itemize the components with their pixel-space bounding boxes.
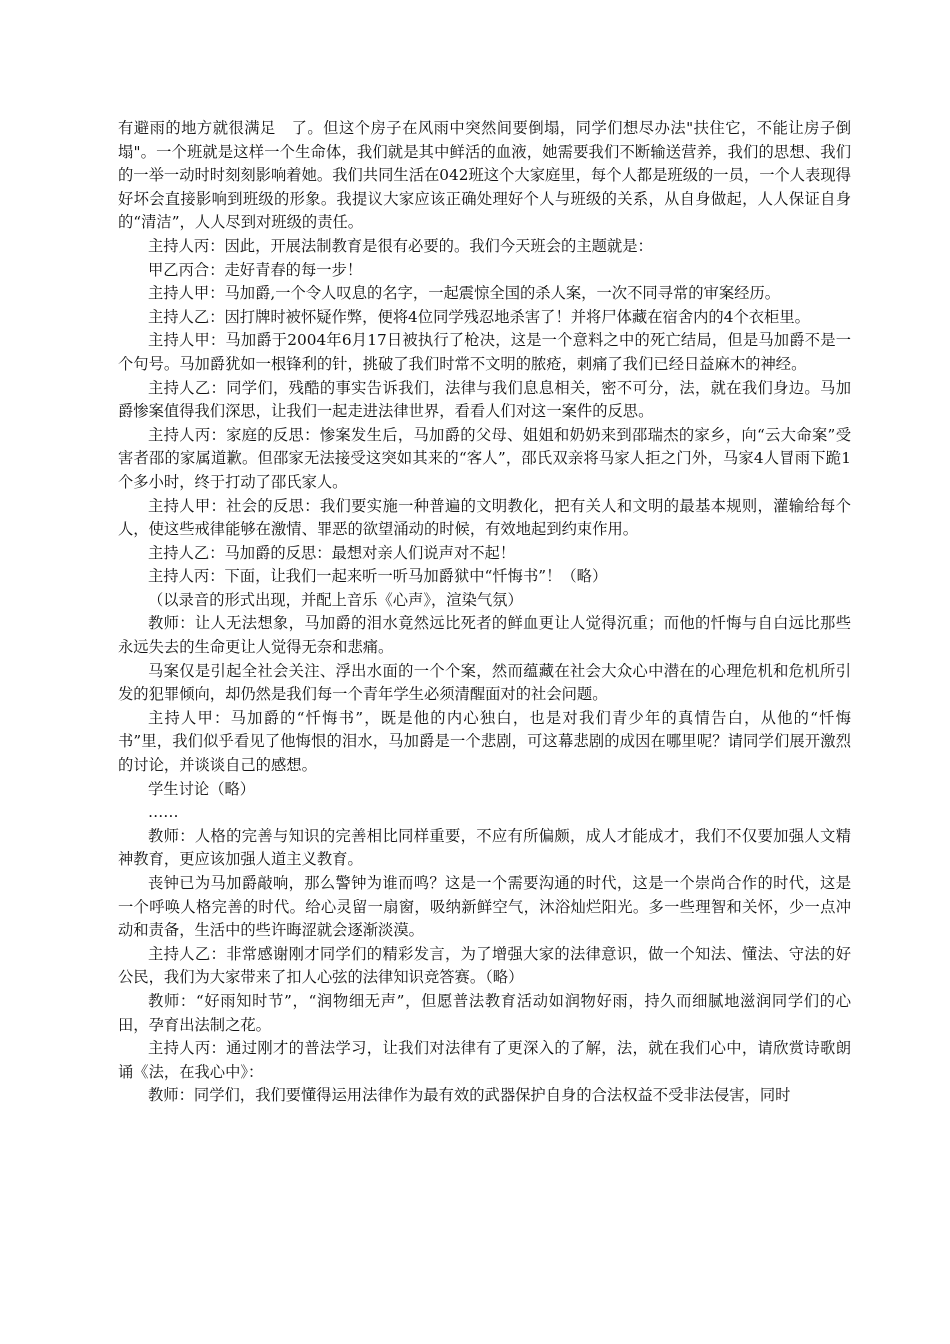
paragraph-20: 主持人乙：非常感谢刚才同学们的精彩发言，为了增强大家的法律意识，做一个知法、懂法、守法的好公民，我们为大家带来了扣人心弦的法律知识竞答赛。（略） [118,944,851,987]
paragraph-1: 有避雨的地方就很满足 了。但这个房子在风雨中突然间要倒塌，同学们想尽办法"扶住它，不能让房子倒塌"。一个班就是这样一个生命体，我们就是其中鲜活的血液，她需要我们不断输送营养，我们的思想、我们的一举一动时时刻刻影响着她。我们共同生活在042班这个大家庭里，每个人都是班级的一员，一个人表现得好坏会直接影响到班级的形象。我提议大家应该正确处理好个人与班级的关系，从自身做起，人人保证自身的“清洁”，人人尽到对班级的责任。 [118,119,851,232]
paragraph-8: 主持人丙：家庭的反思：惨案发生后，马加爵的父母、姐姐和奶奶来到邵瑞杰的家乡，向“云大命案”受害者邵的家属道歉。但邵家无法接受这突如其来的“客人”，邵氏双亲将马家人拒之门外，马家4人冒雨下跪1个多小时，终于打动了邵氏家人。 [118,425,851,491]
paragraph-19: 丧钟已为马加爵敲响，那么警钟为谁而鸣？这是一个需要沟通的时代，这是一个崇尚合作的时代，这是一个呼唤人格完善的时代。给心灵留一扇窗，吸纳新鲜空气，沐浴灿烂阳光。多一些理智和关怀，少一点冲动和责备，生活中的些许晦涩就会逐渐淡漠。 [118,874,851,940]
paragraph-21: 教师：“好雨知时节”，“润物细无声”，但愿普法教育活动如润物好雨，持久而细腻地滋润同学们的心田，孕育出法制之花。 [118,991,851,1034]
paragraph-7: 主持人乙：同学们，残酷的事实告诉我们，法律与我们息息相关，密不可分，法，就在我们身边。马加爵惨案值得我们深思，让我们一起走进法律世界，看看人们对这一案件的反思。 [118,378,851,421]
paragraph-11: 主持人丙：下面，让我们一起来听一听马加爵狱中“忏悔书”！（略） [148,567,608,586]
paragraph-18: 教师：人格的完善与知识的完善相比同样重要，不应有所偏颇，成人才能成才，我们不仅要加强人文精神教育，更应该加强人道主义教育。 [118,826,851,869]
paragraph-4: 主持人甲：马加爵,一个令人叹息的名字，一起震惊全国的杀人案，一次不同寻常的审案经历。 [148,284,781,303]
paragraph-23: 教师：同学们，我们要懂得运用法律作为最有效的武器保护自身的合法权益不受非法侵害，同时 [148,1086,791,1105]
paragraph-12: （以录音的形式出现，并配上音乐《心声》，渲染气氛） [148,590,523,609]
paragraph-6: 主持人甲：马加爵于2004年6月17日被执行了枪决，这是一个意料之中的死亡结局，但是马加爵不是一个句号。马加爵犹如一根锋利的针，挑破了我们时常不文明的脓疮，刺痛了我们已经日益麻木的神经。 [118,331,851,373]
paragraph-9: 主持人甲：社会的反思：我们要实施一种普遍的文明教化，把有关人和文明的最基本规则，灌输给每个人，使这些戒律能够在激情、罪恶的欲望涌动的时候，有效地起到约束作用。 [118,496,851,539]
paragraph-22: 主持人丙：通过刚才的普法学习，让我们对法律有了更深入的了解，法，就在我们心中，请欣赏诗歌朗诵《法，在我心中》： [118,1039,851,1081]
document-body [118,117,851,1108]
paragraph-3: 甲乙丙合：走好青春的每一步！ [148,260,363,279]
paragraph-14: 马案仅是引起全社会关注、浮出水面的一个个案，然而蕴藏在社会大众心中潜在的心理危机和危机所引发的犯罪倾向，却仍然是我们每一个青年学生必须清醒面对的社会问题。 [118,661,851,704]
paragraph-13: 教师：让人无法想象，马加爵的泪水竟然远比死者的鲜血更让人觉得沉重；而他的忏悔与自白远比那些永远失去的生命更让人觉得无奈和悲痛。 [118,614,851,657]
paragraph-2: 主持人丙：因此，开展法制教育是很有必要的。我们今天班会的主题就是： [148,236,653,255]
paragraph-15: 主持人甲：马加爵的“忏悔书”，既是他的内心独白，也是对我们青少年的真情告白，从他的“忏悔书”里，我们似乎看见了他悔恨的泪水，马加爵是一个悲剧，可这幕悲剧的成因在哪里呢？请同学们展开激烈的讨论，并谈谈自己的感想。 [118,708,851,775]
paragraph-5: 主持人乙：因打牌时被怀疑作弊，便将4位同学残忍地杀害了！并将尸体藏在宿舍内的4个衣柜里。 [148,307,810,326]
paragraph-10: 主持人乙：马加爵的反思：最想对亲人们说声对不起！ [148,543,516,562]
paragraph-16: 学生讨论（略） [148,779,256,798]
paragraph-17: …… [148,803,179,822]
